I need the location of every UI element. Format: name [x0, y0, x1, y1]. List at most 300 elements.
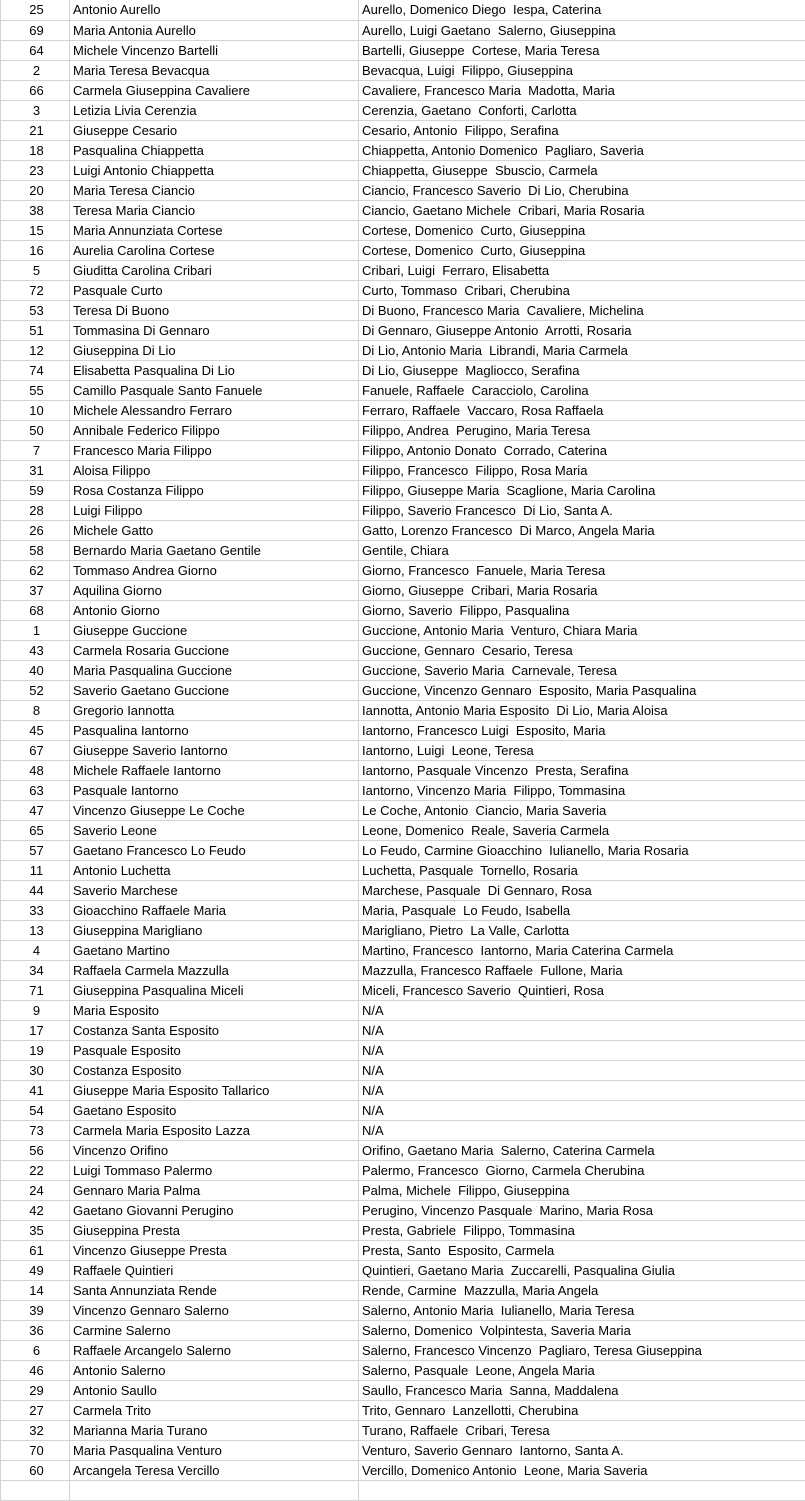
parents-cell[interactable]: Filippo, Francesco Filippo, Rosa Maria [359, 460, 805, 480]
id-cell[interactable]: 3 [1, 100, 70, 120]
table-row [1, 1160, 805, 1180]
parents-cell[interactable]: Guccione, Vincenzo Gennaro Esposito, Maria Pasqualina [359, 680, 805, 700]
name-cell[interactable]: Maria Esposito [70, 1000, 359, 1020]
parents-cell[interactable]: Salerno, Pasquale Leone, Angela Maria [359, 1360, 805, 1380]
id-cell[interactable]: 41 [1, 1080, 70, 1100]
parents-cell[interactable]: Di Lio, Giuseppe Magliocco, Serafina [359, 360, 805, 380]
table-row [1, 260, 805, 280]
id-cell[interactable]: 23 [1, 160, 70, 180]
id-cell[interactable]: 20 [1, 180, 70, 200]
table-row [1, 1020, 805, 1040]
id-cell[interactable] [1, 1480, 70, 1500]
id-cell[interactable]: 37 [1, 580, 70, 600]
id-cell[interactable]: 12 [1, 340, 70, 360]
id-cell[interactable]: 13 [1, 920, 70, 940]
parents-cell[interactable]: Maria, Pasquale Lo Feudo, Isabella [359, 900, 805, 920]
parents-cell[interactable]: Marigliano, Pietro La Valle, Carlotta [359, 920, 805, 940]
parents-cell[interactable]: Aurello, Domenico Diego Iespa, Caterina [359, 0, 805, 20]
parents-cell[interactable]: Cortese, Domenico Curto, Giuseppina [359, 220, 805, 240]
table-row [1, 1200, 805, 1220]
table-row [1, 580, 805, 600]
name-cell[interactable]: Antonio Salerno [70, 1360, 359, 1380]
parents-cell[interactable]: Saullo, Francesco Maria Sanna, Maddalena [359, 1380, 805, 1400]
parents-cell[interactable]: Bevacqua, Luigi Filippo, Giuseppina [359, 60, 805, 80]
table-row [1, 1100, 805, 1120]
parents-cell[interactable]: Orifino, Gaetano Maria Salerno, Caterina Carmela [359, 1140, 805, 1160]
table-row [1, 940, 805, 960]
id-cell[interactable]: 40 [1, 660, 70, 680]
table-row [1, 1440, 805, 1460]
table-row [1, 280, 805, 300]
table-row [1, 80, 805, 100]
id-cell[interactable]: 26 [1, 520, 70, 540]
name-cell[interactable]: Giuseppe Saverio Iantorno [70, 740, 359, 760]
id-cell[interactable]: 53 [1, 300, 70, 320]
id-cell[interactable]: 8 [1, 700, 70, 720]
parents-cell[interactable]: Iantorno, Luigi Leone, Teresa [359, 740, 805, 760]
parents-cell[interactable]: Cavaliere, Francesco Maria Madotta, Maria [359, 80, 805, 100]
table-row [1, 320, 805, 340]
name-cell[interactable]: Tommaso Andrea Giorno [70, 560, 359, 580]
table-row [1, 760, 805, 780]
id-cell[interactable]: 32 [1, 1420, 70, 1440]
name-cell[interactable]: Carmela Rosaria Guccione [70, 640, 359, 660]
table-row [1, 1280, 805, 1300]
name-cell[interactable]: Giuseppina Di Lio [70, 340, 359, 360]
id-cell[interactable]: 15 [1, 220, 70, 240]
table-row [1, 1460, 805, 1480]
table-row [1, 740, 805, 760]
id-cell[interactable]: 6 [1, 1340, 70, 1360]
parents-cell[interactable]: Luchetta, Pasquale Tornello, Rosaria [359, 860, 805, 880]
name-cell[interactable]: Carmela Maria Esposito Lazza [70, 1120, 359, 1140]
name-cell[interactable]: Michele Alessandro Ferraro [70, 400, 359, 420]
name-cell[interactable]: Maria Teresa Bevacqua [70, 60, 359, 80]
name-cell[interactable]: Maria Annunziata Cortese [70, 220, 359, 240]
parents-cell[interactable]: Cortese, Domenico Curto, Giuseppina [359, 240, 805, 260]
name-cell[interactable]: Giuseppe Maria Esposito Tallarico [70, 1080, 359, 1100]
id-cell[interactable]: 45 [1, 720, 70, 740]
name-cell[interactable]: Aquilina Giorno [70, 580, 359, 600]
table-row [1, 840, 805, 860]
name-cell[interactable]: Marianna Maria Turano [70, 1420, 359, 1440]
name-cell[interactable]: Raffaele Arcangelo Salerno [70, 1340, 359, 1360]
id-cell[interactable]: 34 [1, 960, 70, 980]
name-cell[interactable]: Giuditta Carolina Cribari [70, 260, 359, 280]
id-cell[interactable]: 49 [1, 1260, 70, 1280]
parents-cell[interactable]: Salerno, Domenico Volpintesta, Saveria Maria [359, 1320, 805, 1340]
id-cell[interactable]: 60 [1, 1460, 70, 1480]
id-cell[interactable]: 38 [1, 200, 70, 220]
parents-cell[interactable]: Leone, Domenico Reale, Saveria Carmela [359, 820, 805, 840]
table-row [1, 240, 805, 260]
name-cell[interactable]: Saverio Leone [70, 820, 359, 840]
name-cell[interactable]: Vincenzo Giuseppe Presta [70, 1240, 359, 1260]
name-cell[interactable]: Aloisa Filippo [70, 460, 359, 480]
name-cell[interactable]: Pasqualina Chiappetta [70, 140, 359, 160]
table-row [1, 160, 805, 180]
parents-cell[interactable]: Bartelli, Giuseppe Cortese, Maria Teresa [359, 40, 805, 60]
id-cell[interactable]: 66 [1, 80, 70, 100]
name-cell[interactable]: Antonio Luchetta [70, 860, 359, 880]
id-cell[interactable]: 29 [1, 1380, 70, 1400]
id-cell[interactable]: 72 [1, 280, 70, 300]
parents-cell[interactable]: Le Coche, Antonio Ciancio, Maria Saveria [359, 800, 805, 820]
parents-cell[interactable]: N/A [359, 1020, 805, 1040]
name-cell[interactable]: Gregorio Iannotta [70, 700, 359, 720]
table-row [1, 380, 805, 400]
id-cell[interactable]: 5 [1, 260, 70, 280]
table-row [1, 1220, 805, 1240]
id-cell[interactable]: 71 [1, 980, 70, 1000]
name-cell[interactable]: Santa Annunziata Rende [70, 1280, 359, 1300]
id-cell[interactable]: 46 [1, 1360, 70, 1380]
parents-cell[interactable]: N/A [359, 1000, 805, 1020]
parents-cell[interactable]: Venturo, Saverio Gennaro Iantorno, Santa A. [359, 1440, 805, 1460]
id-cell[interactable]: 58 [1, 540, 70, 560]
table-body [1, 0, 805, 1500]
table-row [1, 120, 805, 140]
parents-cell[interactable]: Palma, Michele Filippo, Giuseppina [359, 1180, 805, 1200]
id-cell[interactable]: 73 [1, 1120, 70, 1140]
id-cell[interactable]: 4 [1, 940, 70, 960]
id-cell[interactable]: 16 [1, 240, 70, 260]
id-cell[interactable]: 51 [1, 320, 70, 340]
table-row [1, 400, 805, 420]
name-cell[interactable]: Rosa Costanza Filippo [70, 480, 359, 500]
table-row [1, 340, 805, 360]
table-row [1, 40, 805, 60]
table-row [1, 920, 805, 940]
table-row [1, 600, 805, 620]
parents-cell[interactable]: Giorno, Francesco Fanuele, Maria Teresa [359, 560, 805, 580]
parents-cell[interactable]: Chiappetta, Antonio Domenico Pagliaro, Saveria [359, 140, 805, 160]
parents-cell[interactable]: Chiappetta, Giuseppe Sbuscio, Carmela [359, 160, 805, 180]
table-row [1, 420, 805, 440]
table-row [1, 1420, 805, 1440]
parents-cell[interactable]: N/A [359, 1100, 805, 1120]
table-row [1, 1340, 805, 1360]
parents-cell[interactable]: Salerno, Antonio Maria Iulianello, Maria Teresa [359, 1300, 805, 1320]
name-cell[interactable]: Arcangela Teresa Vercillo [70, 1460, 359, 1480]
table-row [1, 880, 805, 900]
parents-cell[interactable]: Curto, Tommaso Cribari, Cherubina [359, 280, 805, 300]
parents-cell[interactable]: Guccione, Saverio Maria Carnevale, Teresa [359, 660, 805, 680]
parents-cell[interactable]: Di Buono, Francesco Maria Cavaliere, Michelina [359, 300, 805, 320]
parents-cell[interactable]: Guccione, Antonio Maria Venturo, Chiara Maria [359, 620, 805, 640]
name-cell[interactable]: Maria Pasqualina Venturo [70, 1440, 359, 1460]
table-row [1, 1120, 805, 1140]
parents-cell[interactable]: Gentile, Chiara [359, 540, 805, 560]
table-row [1, 100, 805, 120]
table-row [1, 1360, 805, 1380]
parents-cell[interactable]: Di Lio, Antonio Maria Librandi, Maria Carmela [359, 340, 805, 360]
name-cell[interactable]: Letizia Livia Cerenzia [70, 100, 359, 120]
name-cell[interactable]: Camillo Pasquale Santo Fanuele [70, 380, 359, 400]
id-cell[interactable]: 48 [1, 760, 70, 780]
name-cell[interactable]: Saverio Gaetano Guccione [70, 680, 359, 700]
table-row [1, 480, 805, 500]
name-cell[interactable]: Antonio Saullo [70, 1380, 359, 1400]
parents-cell[interactable]: Ciancio, Francesco Saverio Di Lio, Cherubina [359, 180, 805, 200]
name-cell[interactable]: Teresa Maria Ciancio [70, 200, 359, 220]
parents-cell[interactable]: Fanuele, Raffaele Caracciolo, Carolina [359, 380, 805, 400]
parents-cell[interactable]: Mazzulla, Francesco Raffaele Fullone, Maria [359, 960, 805, 980]
table-row [1, 860, 805, 880]
table-row [1, 1140, 805, 1160]
table-row [1, 460, 805, 480]
table-row [1, 360, 805, 380]
parents-cell[interactable]: N/A [359, 1040, 805, 1060]
parents-cell[interactable]: Giorno, Giuseppe Cribari, Maria Rosaria [359, 580, 805, 600]
id-cell[interactable]: 10 [1, 400, 70, 420]
table-row [1, 700, 805, 720]
name-cell[interactable]: Michele Raffaele Iantorno [70, 760, 359, 780]
parents-cell[interactable]: Iantorno, Pasquale Vincenzo Presta, Serafina [359, 760, 805, 780]
parents-cell[interactable]: Cesario, Antonio Filippo, Serafina [359, 120, 805, 140]
table-row [1, 1040, 805, 1060]
parents-cell[interactable]: Guccione, Gennaro Cesario, Teresa [359, 640, 805, 660]
name-cell[interactable]: Michele Vincenzo Bartelli [70, 40, 359, 60]
name-cell[interactable]: Carmela Trito [70, 1400, 359, 1420]
parents-cell[interactable]: Miceli, Francesco Saverio Quintieri, Rosa [359, 980, 805, 1000]
name-cell[interactable]: Maria Teresa Ciancio [70, 180, 359, 200]
name-cell[interactable] [70, 1480, 359, 1500]
table-row [1, 980, 805, 1000]
id-cell[interactable]: 43 [1, 640, 70, 660]
name-cell[interactable]: Costanza Santa Esposito [70, 1020, 359, 1040]
name-cell[interactable]: Antonio Aurello [70, 0, 359, 20]
id-cell[interactable]: 28 [1, 500, 70, 520]
name-cell[interactable]: Saverio Marchese [70, 880, 359, 900]
id-cell[interactable]: 2 [1, 60, 70, 80]
parents-cell[interactable]: Gatto, Lorenzo Francesco Di Marco, Angela Maria [359, 520, 805, 540]
name-cell[interactable]: Gaetano Francesco Lo Feudo [70, 840, 359, 860]
id-cell[interactable]: 14 [1, 1280, 70, 1300]
parents-cell[interactable]: Filippo, Andrea Perugino, Maria Teresa [359, 420, 805, 440]
table-row [1, 140, 805, 160]
name-cell[interactable]: Luigi Tommaso Palermo [70, 1160, 359, 1180]
parents-cell[interactable]: Marchese, Pasquale Di Gennaro, Rosa [359, 880, 805, 900]
id-cell[interactable]: 50 [1, 420, 70, 440]
id-cell[interactable]: 30 [1, 1060, 70, 1080]
id-cell[interactable]: 52 [1, 680, 70, 700]
parents-cell[interactable]: Quintieri, Gaetano Maria Zuccarelli, Pasqualina Giulia [359, 1260, 805, 1280]
table-row [1, 800, 805, 820]
parents-cell[interactable]: Filippo, Saverio Francesco Di Lio, Santa A. [359, 500, 805, 520]
name-cell[interactable]: Giuseppe Cesario [70, 120, 359, 140]
name-cell[interactable]: Pasquale Iantorno [70, 780, 359, 800]
name-cell[interactable]: Aurelia Carolina Cortese [70, 240, 359, 260]
name-cell[interactable]: Maria Antonia Aurello [70, 20, 359, 40]
table-row [1, 900, 805, 920]
name-cell[interactable]: Vincenzo Gennaro Salerno [70, 1300, 359, 1320]
id-cell[interactable]: 56 [1, 1140, 70, 1160]
table-row [1, 1000, 805, 1020]
name-cell[interactable]: Raffaela Carmela Mazzulla [70, 960, 359, 980]
parents-cell[interactable]: Presta, Santo Esposito, Carmela [359, 1240, 805, 1260]
parents-cell[interactable]: Iannotta, Antonio Maria Esposito Di Lio, Maria Aloisa [359, 700, 805, 720]
table-row [1, 1320, 805, 1340]
table-row [1, 440, 805, 460]
parents-cell[interactable] [359, 1480, 805, 1500]
id-cell[interactable]: 63 [1, 780, 70, 800]
table-row [1, 520, 805, 540]
parents-cell[interactable]: N/A [359, 1060, 805, 1080]
id-cell[interactable]: 44 [1, 880, 70, 900]
name-cell[interactable]: Antonio Giorno [70, 600, 359, 620]
parents-cell[interactable]: Ferraro, Raffaele Vaccaro, Rosa Raffaela [359, 400, 805, 420]
id-cell[interactable]: 18 [1, 140, 70, 160]
parents-cell[interactable]: Filippo, Giuseppe Maria Scaglione, Maria Carolina [359, 480, 805, 500]
parents-cell[interactable]: Iantorno, Vincenzo Maria Filippo, Tommasina [359, 780, 805, 800]
name-cell[interactable]: Pasqualina Iantorno [70, 720, 359, 740]
id-cell[interactable]: 27 [1, 1400, 70, 1420]
name-cell[interactable]: Vincenzo Giuseppe Le Coche [70, 800, 359, 820]
parents-cell[interactable]: Trito, Gennaro Lanzellotti, Cherubina [359, 1400, 805, 1420]
table-row [1, 1260, 805, 1280]
name-cell[interactable]: Francesco Maria Filippo [70, 440, 359, 460]
table-row [1, 300, 805, 320]
name-cell[interactable]: Carmela Giuseppina Cavaliere [70, 80, 359, 100]
id-cell[interactable]: 19 [1, 1040, 70, 1060]
id-cell[interactable]: 33 [1, 900, 70, 920]
parents-cell[interactable]: Filippo, Antonio Donato Corrado, Caterina [359, 440, 805, 460]
name-cell[interactable]: Pasquale Esposito [70, 1040, 359, 1060]
table-row [1, 1400, 805, 1420]
name-cell[interactable]: Giuseppina Marigliano [70, 920, 359, 940]
parents-cell[interactable]: Aurello, Luigi Gaetano Salerno, Giuseppina [359, 20, 805, 40]
name-cell[interactable]: Vincenzo Orifino [70, 1140, 359, 1160]
parents-cell[interactable]: Martino, Francesco Iantorno, Maria Caterina Carmela [359, 940, 805, 960]
name-cell[interactable]: Giuseppe Guccione [70, 620, 359, 640]
parents-cell[interactable]: Cerenzia, Gaetano Conforti, Carlotta [359, 100, 805, 120]
name-cell[interactable]: Costanza Esposito [70, 1060, 359, 1080]
table-row [1, 1180, 805, 1200]
id-cell[interactable]: 17 [1, 1020, 70, 1040]
table-row [1, 640, 805, 660]
table-row [1, 220, 805, 240]
id-cell[interactable]: 70 [1, 1440, 70, 1460]
name-cell[interactable]: Gioacchino Raffaele Maria [70, 900, 359, 920]
name-cell[interactable]: Michele Gatto [70, 520, 359, 540]
name-cell[interactable]: Giuseppina Presta [70, 1220, 359, 1240]
parents-cell[interactable]: Di Gennaro, Giuseppe Antonio Arrotti, Rosaria [359, 320, 805, 340]
id-cell[interactable]: 65 [1, 820, 70, 840]
id-cell[interactable]: 39 [1, 1300, 70, 1320]
id-cell[interactable]: 11 [1, 860, 70, 880]
table-row [1, 540, 805, 560]
id-cell[interactable]: 74 [1, 360, 70, 380]
id-cell[interactable]: 61 [1, 1240, 70, 1260]
table-row [1, 820, 805, 840]
id-cell[interactable]: 36 [1, 1320, 70, 1340]
table-row [1, 180, 805, 200]
id-cell[interactable]: 22 [1, 1160, 70, 1180]
parents-cell[interactable]: Giorno, Saverio Filippo, Pasqualina [359, 600, 805, 620]
table-row [1, 660, 805, 680]
id-cell[interactable]: 42 [1, 1200, 70, 1220]
id-cell[interactable]: 35 [1, 1220, 70, 1240]
parents-cell[interactable]: Presta, Gabriele Filippo, Tommasina [359, 1220, 805, 1240]
table-row [1, 1060, 805, 1080]
id-cell[interactable]: 25 [1, 0, 70, 20]
name-cell[interactable]: Tommasina Di Gennaro [70, 320, 359, 340]
id-cell[interactable]: 59 [1, 480, 70, 500]
name-cell[interactable]: Gaetano Giovanni Perugino [70, 1200, 359, 1220]
name-cell[interactable]: Luigi Antonio Chiappetta [70, 160, 359, 180]
table-row [1, 1080, 805, 1100]
parents-cell[interactable]: N/A [359, 1120, 805, 1140]
name-cell[interactable]: Teresa Di Buono [70, 300, 359, 320]
id-cell[interactable]: 21 [1, 120, 70, 140]
table-row [1, 720, 805, 740]
id-cell[interactable]: 7 [1, 440, 70, 460]
id-cell[interactable]: 55 [1, 380, 70, 400]
id-cell[interactable]: 1 [1, 620, 70, 640]
name-cell[interactable]: Annibale Federico Filippo [70, 420, 359, 440]
id-cell[interactable]: 64 [1, 40, 70, 60]
table-row [1, 1300, 805, 1320]
parents-cell[interactable]: Perugino, Vincenzo Pasquale Marino, Maria Rosa [359, 1200, 805, 1220]
id-cell[interactable]: 47 [1, 800, 70, 820]
name-cell[interactable]: Giuseppina Pasqualina Miceli [70, 980, 359, 1000]
table-row [1, 200, 805, 220]
id-cell[interactable]: 9 [1, 1000, 70, 1020]
name-cell[interactable]: Pasquale Curto [70, 280, 359, 300]
table-row [1, 560, 805, 580]
table-row [1, 620, 805, 640]
parents-cell[interactable]: Palermo, Francesco Giorno, Carmela Cherubina [359, 1160, 805, 1180]
id-cell[interactable]: 54 [1, 1100, 70, 1120]
parents-cell[interactable]: Lo Feudo, Carmine Gioacchino Iulianello, Maria Rosaria [359, 840, 805, 860]
parents-cell[interactable]: Turano, Raffaele Cribari, Teresa [359, 1420, 805, 1440]
name-cell[interactable]: Gaetano Esposito [70, 1100, 359, 1120]
name-cell[interactable]: Luigi Filippo [70, 500, 359, 520]
parents-cell[interactable]: Vercillo, Domenico Antonio Leone, Maria Saveria [359, 1460, 805, 1480]
name-cell[interactable]: Gaetano Martino [70, 940, 359, 960]
parents-cell[interactable]: Iantorno, Francesco Luigi Esposito, Maria [359, 720, 805, 740]
table-row [1, 1240, 805, 1260]
name-cell[interactable]: Gennaro Maria Palma [70, 1180, 359, 1200]
table-row [1, 0, 805, 20]
name-cell[interactable]: Maria Pasqualina Guccione [70, 660, 359, 680]
name-cell[interactable]: Raffaele Quintieri [70, 1260, 359, 1280]
id-cell[interactable]: 57 [1, 840, 70, 860]
parents-cell[interactable]: Cribari, Luigi Ferraro, Elisabetta [359, 260, 805, 280]
parents-cell[interactable]: N/A [359, 1080, 805, 1100]
id-cell[interactable]: 69 [1, 20, 70, 40]
name-cell[interactable]: Elisabetta Pasqualina Di Lio [70, 360, 359, 380]
name-cell[interactable]: Bernardo Maria Gaetano Gentile [70, 540, 359, 560]
id-cell[interactable]: 31 [1, 460, 70, 480]
parents-cell[interactable]: Rende, Carmine Mazzulla, Maria Angela [359, 1280, 805, 1300]
table-row [1, 20, 805, 40]
table-row [1, 680, 805, 700]
id-cell[interactable]: 62 [1, 560, 70, 580]
table-row [1, 780, 805, 800]
id-cell[interactable]: 67 [1, 740, 70, 760]
table-row [1, 1380, 805, 1400]
parents-cell[interactable]: Ciancio, Gaetano Michele Cribari, Maria Rosaria [359, 200, 805, 220]
table-row [1, 960, 805, 980]
name-cell[interactable]: Carmine Salerno [70, 1320, 359, 1340]
id-cell[interactable]: 24 [1, 1180, 70, 1200]
table-row [1, 1480, 805, 1500]
id-cell[interactable]: 68 [1, 600, 70, 620]
table-row [1, 500, 805, 520]
parents-cell[interactable]: Salerno, Francesco Vincenzo Pagliaro, Teresa Giuseppina [359, 1340, 805, 1360]
